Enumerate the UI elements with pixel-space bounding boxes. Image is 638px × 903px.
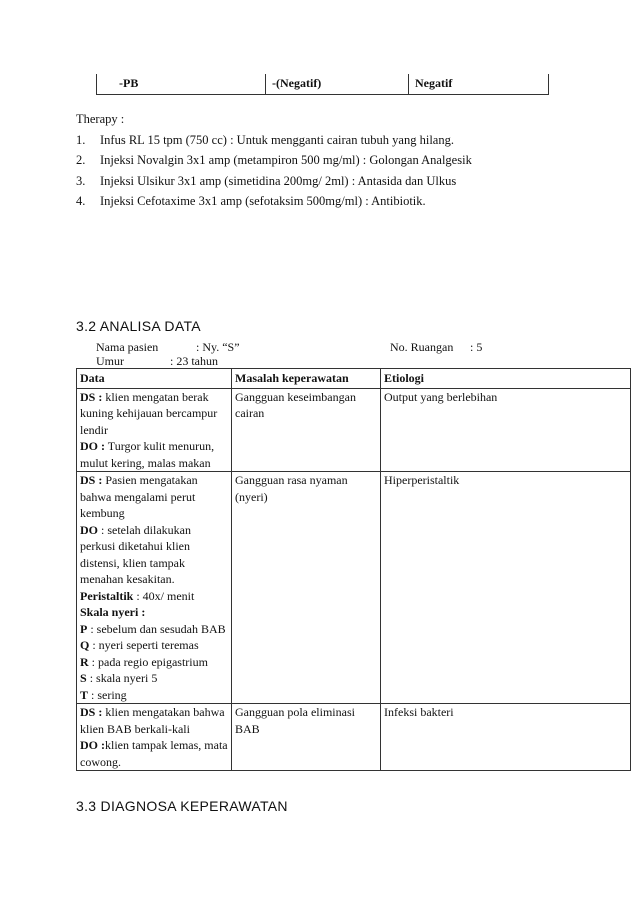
table-cell: -(Negatif) (266, 74, 409, 95)
table-row (77, 704, 631, 771)
therapy-section (76, 109, 596, 212)
list-text: Injeksi Novalgin 3x1 amp (metampiron 500 mg/ml) : Golongan Analgesik (100, 153, 472, 167)
patient-name-value: : Ny. “S” (196, 340, 240, 354)
entry-label: DO (80, 522, 98, 537)
entry-text: : pada regio epigastrium (88, 654, 208, 669)
data-entry (80, 438, 228, 471)
section-title: 3.2 ANALISA DATA (76, 318, 201, 334)
room-value: : 5 (470, 340, 483, 354)
table-row (77, 472, 631, 704)
list-text: Infus RL 15 tpm (750 cc) : Untuk mengganti cairan tubuh yang hilang. (100, 132, 454, 147)
data-entry (80, 637, 228, 654)
column-header-etiologi: Etiologi (381, 369, 631, 389)
data-entry (80, 704, 228, 737)
list-number: 3. (76, 173, 86, 188)
list-item (76, 171, 596, 192)
lab-result-table (96, 74, 549, 95)
section-title: 3.3 DIAGNOSA KEPERAWATAN (76, 798, 288, 814)
data-entry (80, 687, 228, 704)
entry-text: : sebelum dan sesudah BAB (87, 621, 226, 636)
entry-label: DO : (80, 439, 105, 453)
entry-text: : nyeri seperti teremas (89, 638, 199, 652)
data-entry (80, 389, 228, 439)
analysis-data-table (76, 368, 631, 771)
age-value: : 23 tahun (170, 354, 218, 368)
entry-text: : skala nyeri 5 (86, 671, 158, 685)
entry-text: : 40x/ menit (133, 588, 195, 603)
list-number: 4. (76, 194, 86, 208)
list-number: 2. (76, 153, 86, 167)
data-cell (77, 388, 232, 472)
therapy-heading: Therapy : (76, 112, 125, 126)
data-entry (80, 737, 228, 770)
list-number: 1. (76, 132, 86, 147)
room-label: No. Ruangan (390, 340, 454, 354)
entry-label: DS : (80, 473, 103, 487)
column-header-data: Data (77, 369, 232, 389)
data-cell (77, 704, 232, 771)
entry-text: klien mengatan berak kuning kehijauan bercampur lendir (80, 389, 218, 437)
entry-text: klien mengatakan bahwa klien BAB berkali-kali (80, 705, 225, 736)
column-header-masalah: Masalah keperawatan (232, 369, 381, 389)
entry-label: DO : (80, 738, 105, 752)
therapy-list (76, 130, 596, 212)
masalah-cell: Gangguan keseimbangan cairan (232, 388, 381, 472)
table-cell: -PB (97, 74, 266, 95)
list-text: Injeksi Ulsikur 3x1 amp (simetidina 200mg/ 2ml) : Antasida dan Ulkus (100, 173, 457, 188)
data-entry (80, 621, 228, 638)
list-item (76, 191, 596, 212)
data-cell (77, 472, 232, 704)
entry-text: Turgor kulit menurun, mulut kering, malas makan (80, 439, 215, 470)
patient-name-label: Nama pasien (96, 340, 159, 354)
entry-text: Pasien mengatakan bahwa mengalami perut kembung (80, 473, 198, 520)
list-item (76, 150, 596, 171)
data-entry (80, 670, 228, 687)
entry-label: S (80, 671, 87, 685)
entry-text: klien tampak lemas, mata cowong. (80, 738, 228, 769)
data-entry (80, 472, 228, 522)
list-item (76, 130, 596, 151)
age-label: Umur (96, 354, 124, 368)
entry-label: P (80, 621, 88, 636)
list-text: Injeksi Cefotaxime 3x1 amp (sefotaksim 500mg/ml) : Antibiotik. (100, 194, 426, 208)
masalah-cell: Gangguan rasa nyaman (nyeri) (232, 472, 381, 704)
entry-label: T (80, 687, 89, 702)
data-entry (80, 588, 228, 605)
data-entry (80, 522, 228, 588)
table-header-row (77, 369, 631, 389)
entry-label: Skala nyeri : (80, 605, 146, 619)
etiologi-cell: Infeksi bakteri (381, 704, 631, 771)
table-row (97, 74, 549, 95)
etiologi-cell: Output yang berlebihan (381, 388, 631, 472)
entry-label: DS : (80, 389, 103, 404)
data-entry (80, 654, 228, 671)
entry-label: Peristaltik (80, 588, 134, 603)
masalah-cell: Gangguan pola eliminasi BAB (232, 704, 381, 771)
entry-label: Q (80, 638, 90, 652)
entry-text: : sering (88, 687, 127, 702)
table-row (77, 388, 631, 472)
data-entry (80, 604, 228, 621)
table-cell: Negatif (409, 74, 549, 95)
entry-text: : setelah dilakukan perkusi diketahui klien distensi, klien tampak menahan kesakitan. (80, 522, 191, 586)
etiologi-cell: Hiperperistaltik (381, 472, 631, 704)
entry-label: R (80, 654, 89, 669)
entry-label: DS : (80, 705, 103, 719)
